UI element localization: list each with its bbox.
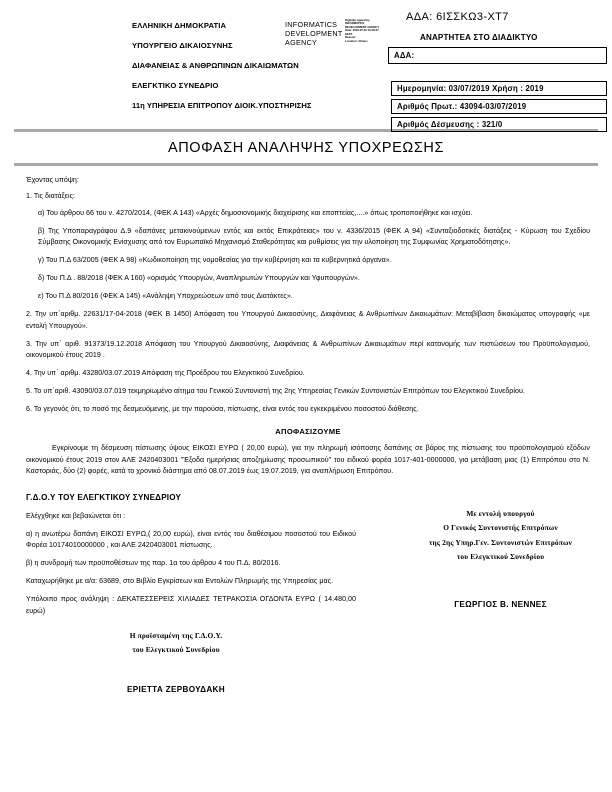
org-line-3: ΔΙΑΦΑΝΕΙΑΣ & ΑΝΘΡΩΠΙΝΩΝ ΔΙΚΑΙΩΜΑΤΩΝ: [132, 61, 299, 71]
gdoy-point-a: α) η ανωτέρω δαπάνη ΕΙΚΟΣΙ ΕΥΡΩ,( 20,00 ευρώ), είναι εντός του διαθέσιμου ποσοστού του Ειδικού Φορέα 10174010000000 , και ΑΛΕ 2420403001 πίστωσης.: [26, 529, 356, 550]
ada-field-label: ΑΔΑ:: [394, 51, 415, 60]
stamp-line-1: Digitally signed by: [345, 18, 370, 22]
stamp-line-6: Reason:: [345, 35, 357, 40]
reference-item-6: 6. Το γεγονός ότι, το ποσό της δεσμευόμενης, με την παρούσα, πίστωσης, είναι εντός του εγκεκριμένου ποσοστού διάθεσης.: [26, 405, 419, 414]
gdoy-registration: Καταχωρήθηκε με α/α: 63689, στο Βιβλίο Εγκρίσεων και Εντολών Πληρωμής της Υπηρεσίας μας.: [26, 577, 334, 586]
coordinator-signer-name: ΓΕΩΡΓΙΟΣ Β. ΝΕΝΝΕΣ: [454, 600, 547, 610]
reference-item-3: 3. Την υπ΄ αριθ. 91373/19.12.2018 Απόφαση του Υπουργού Δικαιοσύνης, Διαφάνειας & Ανθρωπίνων Δικαιωμάτων περί κατανομής των πιστώσεων του Προϋπολογισμού, οικονομικού έτους 2019 .: [26, 339, 590, 360]
document-header: [0, 0, 612, 128]
coordinator-title-line-1: Ο Γενικός Συντονιστής Επιτρόπων: [443, 523, 558, 533]
gdoy-signer-title-line-1: Η προϊσταμένη της Γ.Δ.Ο.Υ.: [129, 631, 223, 641]
gdoy-point-b: β) η συνδρομή των προϋποθέσεων της παρ. 1α του άρθρου 4 του Π.Δ. 80/2016.: [26, 559, 281, 568]
preamble-text: Έχοντας υπόψη:: [26, 176, 79, 184]
provision-item-d: δ) Του Π.Δ . 88/2018 (ΦΕΚ Α 160) «ορισμός Υπουργών, Αναπληρωτών Υπουργών και Υφυπουργών».: [38, 274, 360, 283]
signature-columns: [26, 508, 590, 697]
date-text: Ημερομηνία: 03/07/2019 Χρήση : 2019: [397, 84, 544, 93]
stamp-line-2: INFORMATICS: [345, 21, 365, 26]
stamp-line-5: EEST: [345, 31, 353, 36]
protocol-number-box: [391, 99, 607, 114]
org-line-2: ΥΠΟΥΡΓΕΙΟ ΔΙΚΑΙΟΣΥΝΗΣ: [132, 41, 233, 51]
ada-field-box: [388, 47, 607, 64]
org-line-4: ΕΛΕΓΚΤΙΚΟ ΣΥΝΕΔΡΙΟ: [132, 81, 219, 91]
gdoy-balance: Υπόλοιπο προς ανάληψη : ΔΕΚΑΤΕΣΣΕΡΕΙΣ ΧΙΛΙΑΔΕΣ ΤΕΤΡΑΚΟΣΙΑ ΟΓΔΟΝΤΑ ΕΥΡΩ ( 14.480,00 ευρώ): [26, 595, 356, 615]
coordinator-title-line-3: του Ελεγκτικού Συνεδρίου: [456, 551, 545, 561]
decision-heading: ΑΠΟΦΑΣΙΖΟΥΜΕ: [275, 426, 341, 436]
protocol-number-text: Αριθμός Πρωτ.: 43094-03/07/2019: [397, 102, 527, 111]
gdoy-signer-name: ΕΡΙΕΤΤΑ ΖΕΡΒΟΥΔΑΚΗ: [127, 685, 225, 695]
gdoy-verification-column: [26, 511, 356, 697]
informatics-development-agency-logo: INFORMATICS DEVELOPMENT AGENCY: [285, 20, 343, 47]
org-line-5: 11η ΥΠΗΡΕΣΙΑ ΕΠΙΤΡΟΠΟΥ ΔΙΟΙΚ.ΥΠΟΣΤΗΡΙΣΗΣ: [132, 101, 312, 111]
provision-item-c: γ) Του Π.Δ 63/2005 (ΦΕΚ Α 98) «Κωδικοποίηση της νομοθεσίας για την κυβέρνηση και τα κυβερνητικά όργανα».: [38, 256, 392, 265]
page-title: ΑΠΟΦΑΣΗ ΑΝΑΛΗΨΗΣ ΥΠΟΧΡΕΩΣΗΣ: [167, 140, 445, 156]
date-box: [391, 81, 607, 96]
reference-item-4: 4. Την υπ΄ αριθμ. 43280/03.07.2019 Απόφαση της Προέδρου του Ελεγκτικού Συνεδρίου.: [26, 369, 305, 378]
ada-code: ΑΔΑ: 6ΙΣΣΚΩ3-ΧΤ7: [406, 11, 509, 23]
reference-item-5: 5. Το υπ΄αριθ. 43090/03.07.019 τεκμηριωμένο αίτημα του Γενικού Συντονιστή της 2ης Υπηρεσίας Γενικών Συντονιστών Επιτρόπων του Ελεγκτικού Συνεδρίου.: [26, 387, 525, 396]
publication-notice: ΑΝΑΡΤΗΤΕΑ ΣΤΟ ΔΙΑΔΙΚΤΥΟ: [420, 33, 538, 42]
minister-order-line: Με εντολή υπουργού: [466, 508, 535, 518]
gdoy-intro: Ελέγχθηκε και βεβαιώνεται ότι :: [26, 511, 126, 520]
stamp-line-3: DEVELOPMENT AGENCY: [345, 24, 380, 29]
commitment-number-box: [391, 117, 607, 132]
provision-item-e: ε) Του Π.Δ 80/2016 (ΦΕΚ Α 145) «Ανάληψη Υποχρεώσεων από τους Διατάκτες».: [38, 292, 293, 301]
coordinator-title-line-2: της 2ης Υπηρ.Γεν. Συντονιστών Επιτρόπων: [429, 537, 572, 547]
org-line-1: ΕΛΛΗΝΙΚΗ ΔΗΜΟΚΡΑΤΙΑ: [132, 21, 227, 30]
provisions-heading: 1. Τις διατάξεις:: [26, 192, 76, 201]
commitment-number-text: Αριθμός Δέσμευσης : 321/0: [397, 120, 503, 129]
gdoy-section-heading: Γ.Δ.Ο.Υ ΤΟΥ ΕΛΕΓΚΤΙΚΟΥ ΣΥΝΕΔΡΙΟΥ: [26, 492, 182, 502]
decision-paragraph: Εγκρίνουμε τη δέσμευση πίστωσης ύψους ΕΙΚΟΣΙ ΕΥΡΩ ( 20,00 ευρώ), για την πληρωμή ισόποσης δαπάνης σε βάρος της πίστωσης του προϋπολογισμού εξόδων οικονομικού έτους 2019 στον ΑΛΕ 2420403001 "Έξοδα ημερήσιας αποζημίωσης προσωπικού" του ειδικού φορέα 1017-401-0000000, για μετάβαση μιας (1) Επιτρόπου στο Ν. Καστοριάς, δύο (2) φορές, κατά το χρονικό διάστημα από 08.07.2019 έως 19.07.2019, για αναπλήρωση Επιτρόπου.: [26, 444, 590, 476]
digital-signature-stamp: [345, 19, 391, 43]
minister-signature-column: [383, 507, 612, 612]
provision-item-a: α) Του άρθρου 66 του ν. 4270/2014, (ΦΕΚ Α 143) «Αρχές δημοσιονομικής διαχείρισης και εποπτείας,....» όπως τροποποιήθηκε και ισχύει.: [38, 208, 473, 217]
reference-item-2: 2. Την υπ΄αριθμ. 22631/17-04-2018 (ΦΕΚ Β 1450) Απόφαση του Υπουργού Δικαιοσύνης, Διαφάνειας & Ανθρωπίνων Δικαιωμάτων: Μεταβίβαση δικαιώματος υπογραφής «με εντολή Υπουργού».: [26, 310, 590, 330]
stamp-line-4: Date: 2019.07.03 10:18:37: [345, 28, 379, 33]
stamp-line-7: Location: Athens: [345, 38, 368, 43]
provision-item-b: β) Της Υποπαραγράφου Δ.9 «δαπάνες μετακινούμενων εντός και εκτός Επικράτειας» του ν. 4336/2015 (ΦΕΚ Α 94) «Συνταξιοδοτικές διατάξεις - Κύρωση του Σχεδίου Σύμβασης Οικονομικής Ενίσχυσης από τον Ευρωπαϊκό Μηχανισμό Σταθερότητας και ρυθμίσεις για την υλοποίηση της Συμφωνίας Χρηματοδότησης».: [38, 226, 590, 247]
gdoy-signer-title-line-2: του Ελεγκτικού Συνεδρίου: [132, 645, 220, 655]
document-body: [0, 166, 612, 696]
gdoy-signature-block: [26, 629, 326, 696]
